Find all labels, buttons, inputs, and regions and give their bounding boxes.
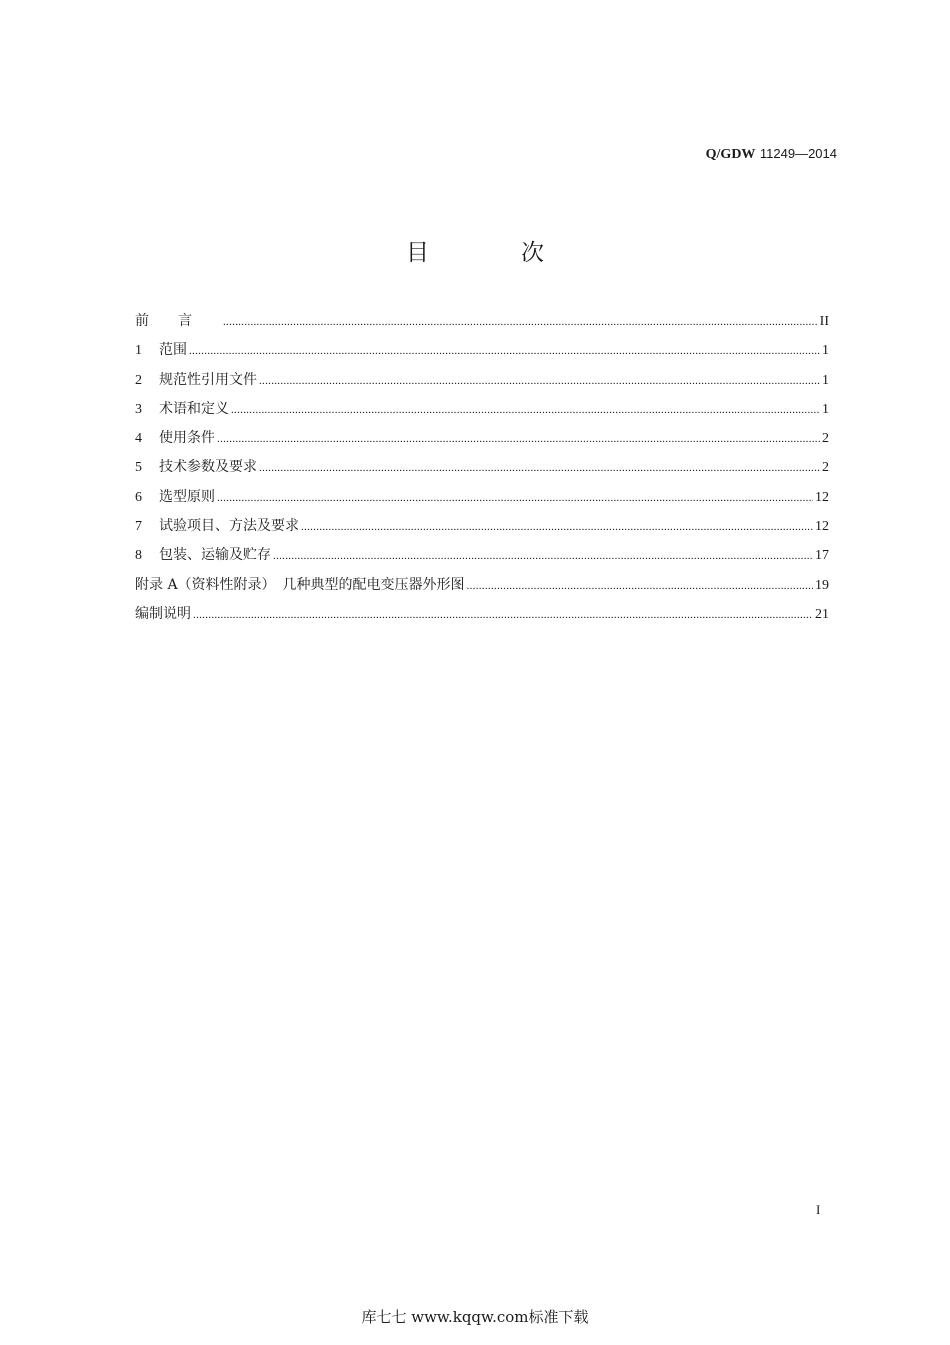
page-number: I (816, 1202, 821, 1217)
toc-entry-page: II (819, 314, 829, 329)
toc-entry-page: 1 (822, 343, 829, 359)
toc-entry-appendix-a[interactable] (135, 573, 829, 602)
document-code (706, 146, 837, 163)
toc-entry-page: 19 (815, 577, 829, 593)
toc-leader-dots (217, 427, 820, 451)
toc-entry-number: 8 (135, 548, 142, 564)
toc-entry-compilation-notes[interactable] (135, 602, 829, 631)
toc-entry-page: 12 (815, 489, 829, 505)
toc-entry-number: 3 (135, 401, 142, 417)
toc-entry-label: 试验项目、方法及要求 (159, 518, 299, 535)
toc-entry-page: 1 (822, 372, 829, 388)
toc-entry-selection-principles[interactable] (135, 485, 829, 514)
toc-leader-dots (273, 544, 813, 568)
toc-entry-label: 使用条件 (159, 430, 215, 447)
table-of-contents (135, 309, 829, 631)
toc-entry-page: 17 (815, 548, 829, 564)
toc-entry-label: 编制说明 (135, 605, 191, 622)
toc-entry-label: 范围 (159, 342, 187, 359)
toc-entry-packaging[interactable] (135, 543, 829, 572)
toc-title (0, 234, 950, 267)
toc-leader-dots (259, 456, 820, 480)
toc-entry-page: 2 (822, 431, 829, 447)
standard-number: 11249—2014 (759, 146, 837, 161)
toc-entry-normative-references[interactable] (135, 368, 829, 397)
standard-prefix: Q/GDW (705, 147, 756, 162)
toc-entry-label: 规范性引用文件 (159, 371, 257, 388)
toc-entry-scope[interactable] (135, 338, 829, 367)
toc-entry-usage-conditions[interactable] (135, 426, 829, 455)
toc-entry-page: 2 (822, 460, 829, 476)
toc-leader-dots (231, 398, 820, 422)
toc-entry-label: 术语和定义 (159, 400, 229, 417)
toc-entry-number: 6 (135, 489, 142, 505)
toc-entry-label: 技术参数及要求 (159, 459, 257, 476)
toc-entry-label: 前言 (135, 313, 221, 329)
toc-entry-label: 附录 A（资料性附录） 几种典型的配电变压器外形图 (135, 576, 465, 593)
toc-leader-dots (193, 603, 813, 627)
toc-entry-number: 1 (135, 343, 142, 359)
toc-entry-number: 7 (135, 519, 142, 535)
toc-leader-dots (189, 339, 820, 363)
footer-watermark: 库七七 www.kqqw.com标准下载 (361, 1308, 589, 1326)
toc-entry-number: 4 (135, 431, 142, 447)
toc-entry-preface[interactable] (135, 309, 829, 338)
toc-entry-label: 选型原则 (159, 488, 215, 505)
toc-entry-technical-parameters[interactable] (135, 455, 829, 484)
toc-entry-terms-definitions[interactable] (135, 397, 829, 426)
toc-entry-page: 1 (822, 401, 829, 417)
toc-title-char-1: 目 (406, 240, 429, 266)
toc-entry-page: 21 (815, 606, 829, 622)
toc-entry-number: 2 (135, 372, 142, 388)
toc-leader-dots (301, 515, 813, 539)
toc-entry-page: 12 (815, 519, 829, 535)
toc-entry-label: 包装、运输及贮存 (159, 547, 271, 564)
toc-title-char-2: 次 (521, 240, 544, 266)
toc-entry-number: 5 (135, 460, 142, 476)
toc-leader-dots (467, 574, 813, 598)
toc-leader-dots (259, 369, 820, 393)
toc-leader-dots (217, 486, 813, 510)
toc-entry-test-items[interactable] (135, 514, 829, 543)
toc-leader-dots (223, 310, 818, 334)
